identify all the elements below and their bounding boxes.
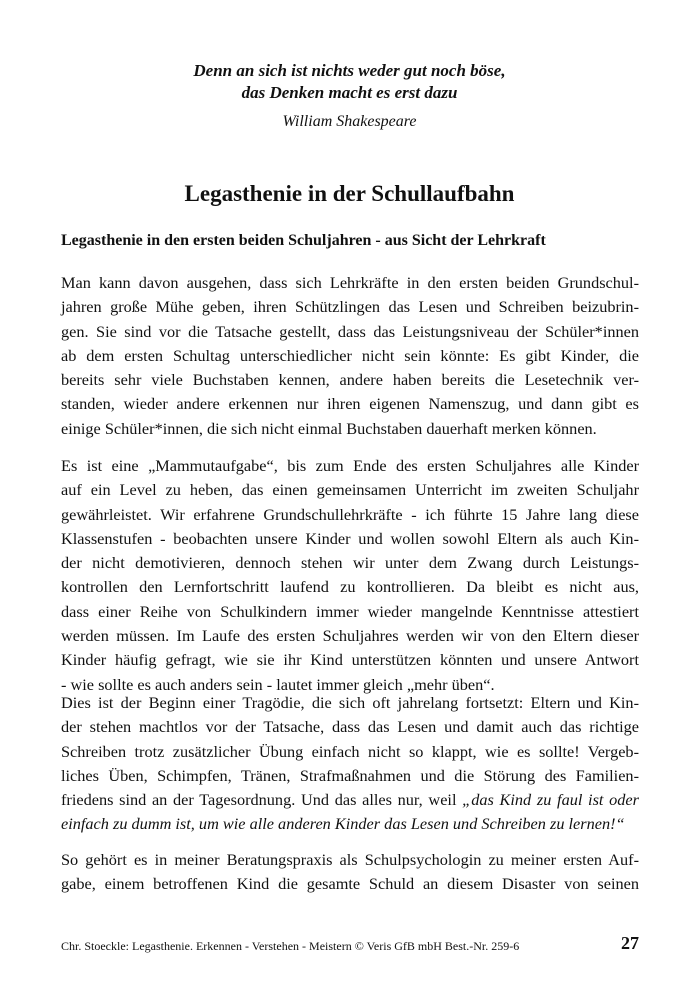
text-line: Schreiben trotz zusätzlicher Übung einfach nicht so klappt, wie es sollte! Vergeb- [61, 741, 639, 761]
text-line: auf ein Level zu heben, das einen gemeinsamen Unterricht im zweiten Schuljahr [61, 480, 639, 500]
text-line: - wie sollte es auch anders sein - lautet immer gleich „mehr üben“. [61, 674, 495, 694]
epigraph-author: William Shakespeare [282, 113, 417, 130]
text-line: Man kann davon ausgehen, dass sich Lehrkräfte in den ersten beiden Grundschul- [61, 273, 639, 292]
text-line: Kinder häufig gefragt, wie sie ihr Kind unterstützen könnten und unsere Antwort [61, 650, 639, 670]
text-line: Es ist eine „Mammutaufgabe“, bis zum Ende des ersten Schuljahres alle Kinder [61, 456, 639, 475]
text-line: gewährleistet. Wir erfahrene Grundschullehrkräfte - ich führte 15 Jahre lang diese [61, 504, 639, 524]
text-line: liches Üben, Schimpfen, Tränen, Strafmaßnahmen und die Störung des Familien- [61, 765, 639, 785]
text-line: kontrollen den Lernfortschritt laufend zu kontrollieren. Da bleibt es nicht aus, [61, 577, 639, 597]
epigraph-line-2: das Denken macht es erst dazu [241, 83, 458, 102]
page-title: Legasthenie in der Schullaufbahn [184, 181, 515, 206]
text-line: gen. Sie sind vor die Tatsache gestellt, dass das Leistungsniveau der Schüler*innen [61, 321, 639, 341]
text-line: der stehen machtlos vor der Tatsache, dass das Lesen und damit auch das richtige [61, 717, 639, 737]
text-line: dass einer Reihe von Schulkindern immer wieder mangelnde Kenntnisse attestiert [61, 601, 639, 621]
text-line: bereits sehr viele Buchstaben kennen, andere haben bereits die Lesetechnik ver- [61, 370, 639, 390]
text-line: Dies ist der Beginn einer Tragödie, die sich oft jahrelang fortsetzt: Eltern und Kin- [61, 693, 639, 712]
paragraph-1 [61, 271, 639, 441]
text-plain: friedens sind an der Tagesordnung. Und das alles nur, weil [61, 790, 463, 810]
text-line: einige Schüler*innen, die sich nicht einmal Buchstaben dauerhaft merken können. [61, 418, 597, 438]
page-footer [61, 935, 639, 955]
page-number: 27 [621, 933, 639, 953]
text-line: werden müssen. Im Laufe des ersten Schuljahres werden wir von den Eltern dieser [61, 626, 639, 646]
paragraph-4 [61, 848, 639, 897]
text-line: So gehört es in meiner Beratungspraxis als Schulpsychologin zu meiner ersten Auf- [61, 850, 639, 869]
paragraph-2 [61, 454, 639, 697]
text-line: Klassenstufen - beobachten unsere Kinder und wollen sowohl Eltern als auch Kin- [61, 528, 639, 548]
epigraph-line-1: Denn an sich ist nichts weder gut noch böse, [193, 61, 506, 80]
footer-citation: Chr. Stoeckle: Legasthenie. Erkennen - Verstehen - Meistern © Veris GfB mbH Best.-Nr. 259-6 [61, 939, 520, 953]
text-line: standen, wieder andere erkennen nur ihren eigenen Namenszug, und dann gibt es [61, 394, 639, 414]
section-subheading: Legasthenie in den ersten beiden Schuljahren - aus Sicht der Lehrkraft [61, 232, 546, 249]
text-line: ab dem ersten Schultag unterschiedlicher nicht sein könnte: Es gibt Kinder, die [61, 345, 639, 365]
text-line-mixed [61, 788, 639, 812]
text-italic-quote-end: einfach zu dumm ist, um wie alle anderen Kinder das Lesen und Schreiben zu lernen!“ [61, 814, 625, 834]
text-line: der nicht demotivieren, dennoch stehen wir unter dem Zwang durch Leistungs- [61, 553, 639, 573]
text-italic-quote: „das Kind zu faul ist oder [462, 790, 639, 810]
text-line: jahren große Mühe geben, ihren Schützlingen das Lesen und Schreiben beizubrin- [61, 297, 639, 317]
paragraph-3 [61, 691, 639, 837]
text-line: gabe, einem betroffenen Kind die gesamte Schuld an diesem Disaster von seinen [61, 874, 639, 894]
